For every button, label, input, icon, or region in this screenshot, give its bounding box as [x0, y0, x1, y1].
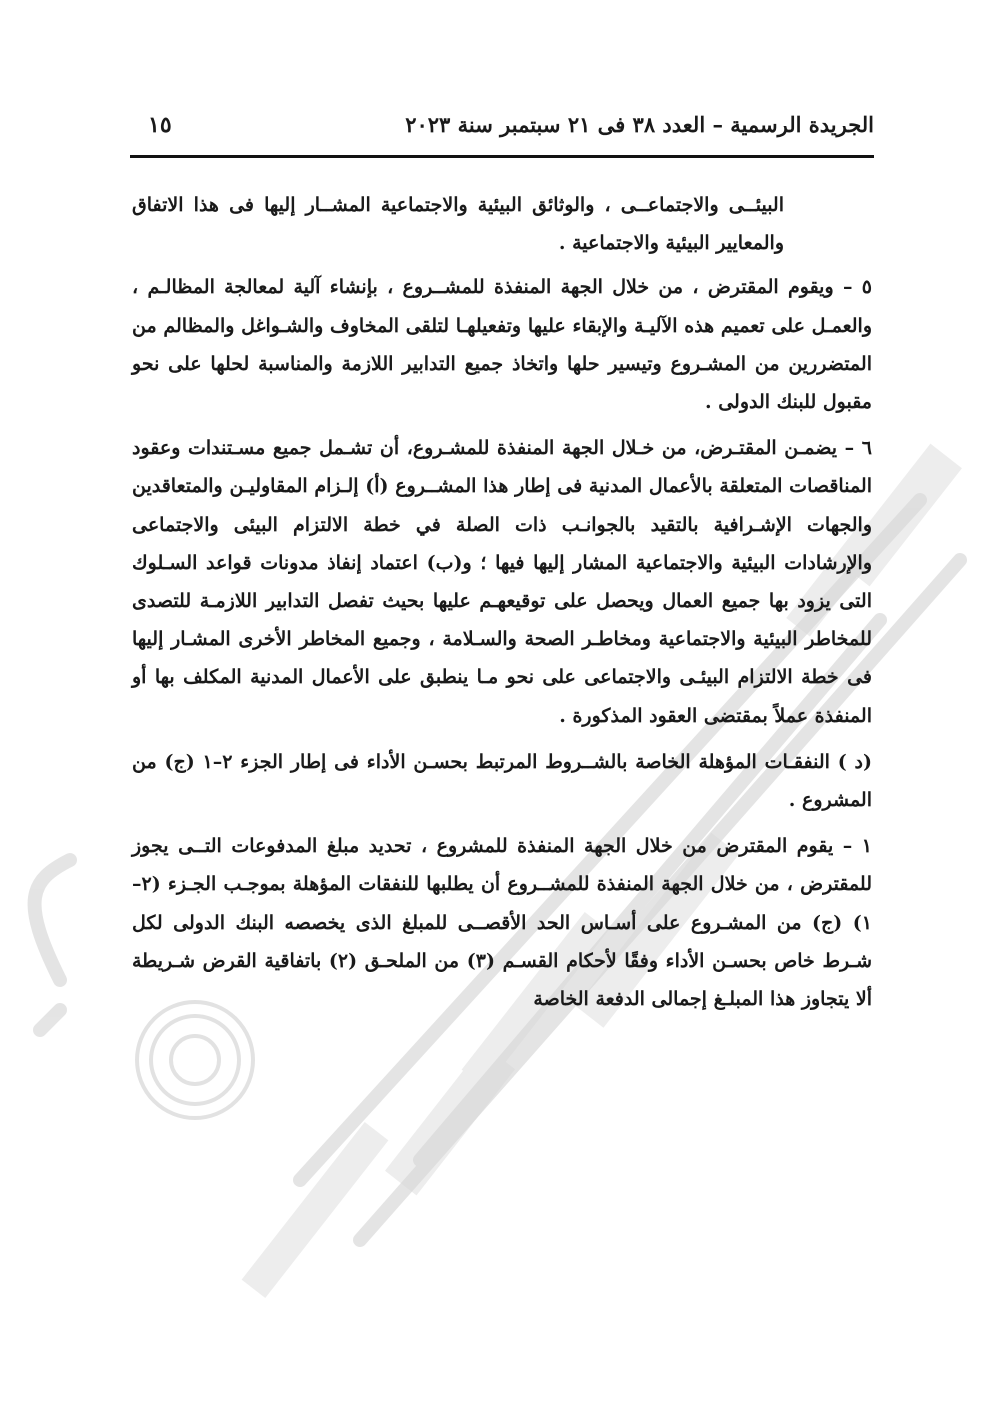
document-body	[132, 186, 872, 1026]
paragraph-section-d: (د ) النفقـات المؤهلة الخاصة بالشــروط المرتبط بحسـن الأداء فى إطار الجزء ٢–١ (ج) من المشروع .	[132, 750, 873, 812]
header-divider	[130, 155, 874, 158]
paragraph-item-6: ٦ – يضمـن المقتـرض، من خـلال الجهة المنفذة للمشـروع، أن تشـمل جميع مسـتندات وعقود المناقصات المتعلقة بالأعمال المدنية فى إطار هذا المشــروع (أ) إلـزام المقاوليـن والمتعاقدين والجهات الإشـرافية بالتقيد بالجوانـب ذات الصلة في خطة الالتزام البيئى والاجتماعى والإرشادات البيئية والاجتماعية المشار إليها فيها ؛ و(ب) اعتماد إنفاذ مدونات قواعد السـلوك التى يزود بها جميع العمال ويحصل على توقيعهـم عليها بحيث تفصل التدابير اللازمـة للتصدى للمخاطر البيئية والاجتماعية ومخاطـر الصحة والسـلامة ، وجميع المخاطر الأخرى المشـار إليها فى خطة الالتزام البيئـى والاجتماعى على نحو مـا ينطبق على الأعمال المدنية المكلف بها أو المنفذة عملاً بمقتضى العقود المذكورة .	[132, 437, 872, 727]
page-number: ١٥	[148, 112, 172, 138]
paragraph-continuation: البيئــى والاجتماعــى ، والوثائق البيئية والاجتماعية المشــار إليها فى هذا الاتفاق والمعايير البيئية والاجتماعية .	[132, 194, 784, 255]
paragraph-item-5: ٥ – ويقوم المقترض ، من خلال الجهة المنفذة للمشــروع ، بإنشاء آلية لمعالجة المظالـم ، والعمـل على تعميم هذه الآليـة والإبقاء عليها وتفعيلهـا لتلقى المخاوف والشـواغل والمظالم من المتضررين من المشـروع وتيسير حلها واتخاذ جميع التدابير اللازمة والمناسبة لحلها على نحو مقبول للبنك الدولى .	[132, 276, 872, 414]
header-title: الجريدة الرسمية – العدد ٣٨ فى ٢١ سبتمبر سنة ٢٠٢٣	[405, 112, 874, 137]
paragraph-item-1: ١ – يقوم المقترض من خلال الجهة المنفذة للمشروع ، تحديد مبلغ المدفوعات التــى يجوز للمقترض ، من خلال الجهة المنفذة للمشــروع أن يطلبها للنفقات المؤهلة بموجـب الجـزء (٢–١) (ج) من المشـروع على أسـاس الحد الأقصــى للمبلغ الذى يخصصه البنك الدولى لكل شـرط خاص بحسـن الأداء وفقًا لأحكام القسـم (٣) من الملحـق (٢) باتفاقية القرض شـريطة ألا يتجاوز هذا المبلـغ إجمالى الدفعة الخاصة	[132, 835, 872, 1011]
page-header	[130, 104, 874, 152]
